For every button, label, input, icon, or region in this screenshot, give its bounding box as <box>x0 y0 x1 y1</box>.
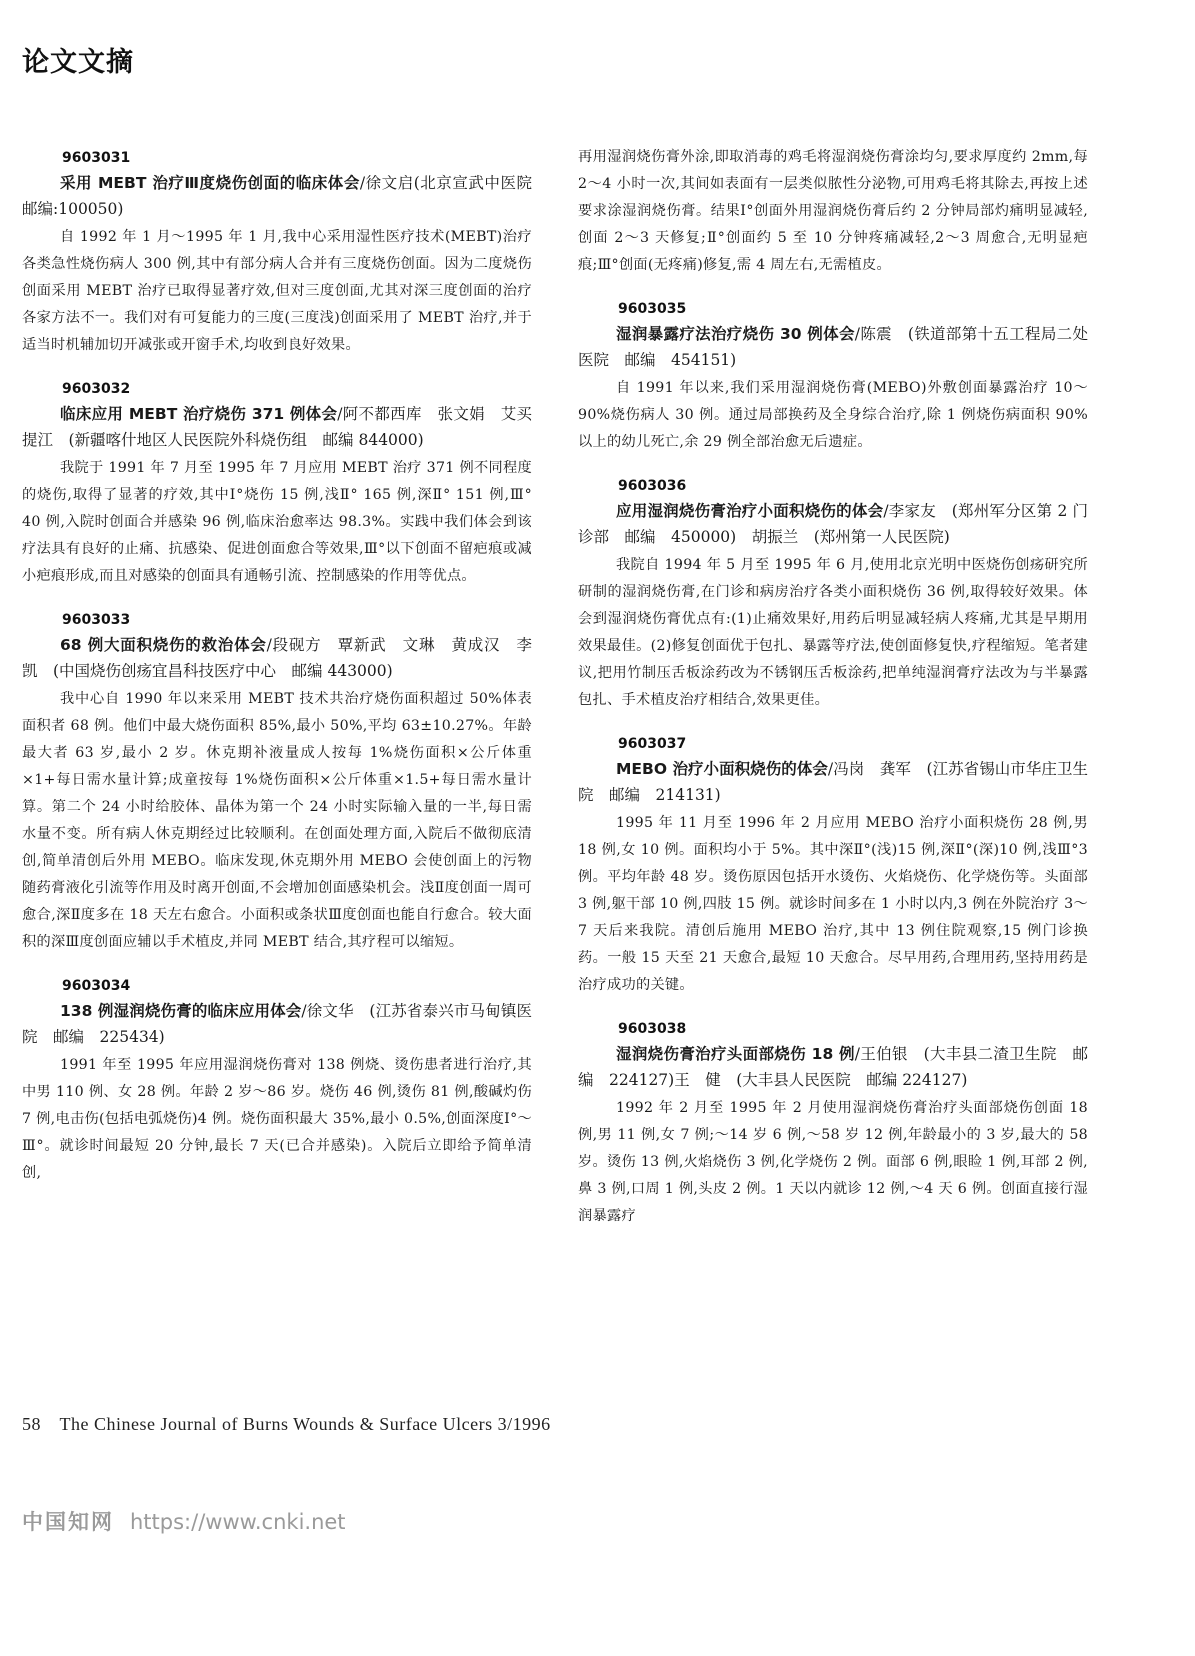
article <box>22 612 548 956</box>
article-body: 我院于 1991 年 7 月至 1995 年 7 月应用 MEBT 治疗 371 例不同程度的烧伤,取得了显著的疗效,其中Ⅰ°烧伤 15 例,浅Ⅱ° 165 例,深Ⅱ° 151 例,Ⅲ° 40 例,入院时创面合并感染 96 例,临床治愈率达 98.3%。实践中我们体会到该疗法具有良好的止痛、抗感染、促进创面愈合等效果,Ⅲ°以下创面不留疤痕或减小疤痕形成,而且对感染的创面具有通畅引流、控制感染的作用等优点。 <box>22 460 532 584</box>
article-id: 9603035 <box>618 301 687 317</box>
watermark-name: 中国知网 <box>22 1510 114 1534</box>
article-title-line <box>578 498 1088 550</box>
article-author: /阿不都西库 张文娟 艾买提江 (新疆喀什地区人民医院外科烧伤组 邮编 844000) <box>22 405 532 449</box>
article-author: /陈震 (铁道部第十五工程局二处医院 邮编 454151) <box>578 325 1088 369</box>
page-footer: 58 The Chinese Journal of Burns Wounds & Surface Ulcers 3/1996 <box>22 1414 551 1434</box>
article-id: 9603031 <box>62 150 131 166</box>
article-body: 再用湿润烧伤膏外涂,即取消毒的鸡毛将湿润烧伤膏涂均匀,要求厚度约 2mm,每 2～4 小时一次,其间如表面有一层类似脓性分泌物,可用鸡毛将其除去,再按上述要求涂湿润烧伤膏。结果Ⅰ°创面外用湿润烧伤膏后约 2 分钟局部灼痛明显减轻,创面 2～3 天修复;Ⅱ°创面约 5 至 10 分钟疼痛减轻,2～3 周愈合,无明显疤痕;Ⅲ°创面(无疼痛)修复,需 4 周左右,无需植皮。 <box>578 149 1088 273</box>
article-title-line <box>578 1041 1088 1093</box>
article-title-line <box>22 632 548 684</box>
article-title: 应用湿润烧伤膏治疗小面积烧伤的体会 <box>616 502 884 520</box>
article-continuation <box>578 144 1088 279</box>
article <box>578 301 1088 456</box>
article-title: 湿润暴露疗法治疗烧伤 30 例体会 <box>616 325 855 343</box>
article-title: 湿润烧伤膏治疗头面部烧伤 18 例 <box>616 1045 855 1063</box>
article-title-line <box>22 170 548 222</box>
article-title-line <box>22 998 532 1050</box>
article-author: /冯岗 龚军 (江苏省锡山市华庄卫生院 邮编 214131) <box>578 760 1088 804</box>
article-author: /徐文华 (江苏省泰兴市马甸镇医院 邮编 225434) <box>22 1002 532 1046</box>
article-author: /徐文启(北京宣武中医院 邮编:100050) <box>22 174 548 218</box>
article-title: 138 例湿润烧伤膏的临床应用体会 <box>60 1002 302 1020</box>
article <box>578 736 1088 999</box>
article-title: 采用 MEBT 治疗Ⅲ度烧伤创面的临床体会 <box>60 174 360 192</box>
article <box>22 150 548 359</box>
article-id: 9603034 <box>62 978 131 994</box>
article-title: MEBO 治疗小面积烧伤的体会 <box>616 760 828 778</box>
article-id: 9603038 <box>618 1021 687 1037</box>
article <box>22 978 532 1187</box>
article-body: 我中心自 1990 年以来采用 MEBT 技术共治疗烧伤面积超过 50%体表面积者 68 例。他们中最大烧伤面积 85%,最小 50%,平均 63±10.27%。年龄最大者 63 岁,最小 2 岁。休克期补液量成人按每 1%烧伤面积×公斤体重×1+每日需水量计算;成童按每 1%烧伤面积×公斤体重×1.5+每日需水量计算。第二个 24 小时给胶体、晶体为第一个 24 小时实际输入量的一半,每日需水量不变。所有病人休克期经过比较顺利。在创面处理方面,入院后不做彻底清创,简单清创后外用 MEBO。临床发现,休克期外用 MEBO 会使创面上的污物随药膏液化引流等作用及时离开创面,不会增加创面感染机会。浅Ⅱ度创面一周可愈合,深Ⅱ度多在 18 天左右愈合。小面积或条状Ⅲ度创面也能自行愈合。较大面积的深Ⅲ度创面应辅以手术植皮,并同 MEBT 结合,其疗程可以缩短。 <box>22 691 532 950</box>
article-id: 9603037 <box>618 736 687 752</box>
article-title-line <box>578 321 1088 373</box>
article-body: 1992 年 2 月至 1995 年 2 月使用湿润烧伤膏治疗头面部烧伤创面 18 例,男 11 例,女 7 例;～14 岁 6 例,～58 岁 12 例,年龄最小的 3 岁,最大的 58 岁。烫伤 13 例,火焰烧伤 3 例,化学烧伤 2 例。面部 6 例,眼睑 1 例,耳部 2 例,鼻 3 例,口周 1 例,头皮 2 例。1 天以内就诊 12 例,～4 天 6 例。创面直接行湿润暴露疗 <box>578 1100 1088 1224</box>
article <box>578 1021 1088 1230</box>
article <box>578 478 1088 714</box>
article-title: 68 例大面积烧伤的救治体会 <box>60 636 267 654</box>
article-title-line <box>578 756 1088 808</box>
article-id: 9603032 <box>62 381 131 397</box>
article-body: 我院自 1994 年 5 月至 1995 年 6 月,使用北京光明中医烧伤创疡研究所研制的湿润烧伤膏,在门诊和病房治疗各类小面积烧伤 36 例,取得较好效果。体会到湿润烧伤膏优点有:(1)止痛效果好,用药后明显减轻病人疼痛,尤其是早期用效果最佳。(2)修复创面优于包扎、暴露等疗法,使创面修复快,疗程缩短。笔者建议,把用竹制压舌板涂药改为不锈钢压舌板涂药,把单纯湿润膏疗法改为与半暴露包扎、手术植皮治疗相结合,效果更佳。 <box>578 557 1088 708</box>
article-author: /李家友 (郑州军分区第 2 门诊部 邮编 450000) 胡振兰 (郑州第一人民医院) <box>578 502 1088 546</box>
article-author: /王伯银 (大丰县二渣卫生院 邮编 224127)王 健 (大丰县人民医院 邮编 224127) <box>578 1045 1088 1089</box>
article-author: /段砚方 覃新武 文琳 黄成汉 李 凯 (中国烧伤创疡宜昌科技医疗中心 邮编 443000) <box>22 636 548 680</box>
right-column <box>578 142 1088 1252</box>
cnki-watermark <box>22 1506 346 1536</box>
article-title: 临床应用 MEBT 治疗烧伤 371 例体会 <box>60 405 338 423</box>
article-body: 自 1991 年以来,我们采用湿润烧伤膏(MEBO)外敷创面暴露治疗 10～90%烧伤病人 30 例。通过局部换药及全身综合治疗,除 1 例烧伤病面积 90%以上的幼儿死亡,余 29 例全部治愈无后遗症。 <box>578 380 1088 450</box>
article-id: 9603033 <box>62 612 131 628</box>
article-body: 自 1992 年 1 月～1995 年 1 月,我中心采用湿性医疗技术(MEBT)治疗各类急性烧伤病人 300 例,其中有部分病人合并有三度烧伤创面。因为二度烧伤创面采用 MEBT 治疗已取得显著疗效,但对三度创面,尤其对深三度创面的治疗各家方法不一。我们对有可复能力的三度(三度浅)创面采用了 MEBT 治疗,并于适当时机辅加切开减张或开窗手术,均收到良好效果。 <box>22 229 532 353</box>
article-title-line <box>22 401 532 453</box>
page-header: 论文文摘 <box>22 47 134 78</box>
left-column <box>22 150 548 1209</box>
watermark-url[interactable]: https://www.cnki.net <box>130 1510 346 1534</box>
article-body: 1995 年 11 月至 1996 年 2 月应用 MEBO 治疗小面积烧伤 28 例,男 18 例,女 10 例。面积均小于 5%。其中深Ⅱ°(浅)15 例,深Ⅱ°(深)10 例,浅Ⅲ°3 例。平均年龄 48 岁。烫伤原因包括开水烫伤、火焰烧伤、化学烧伤等。头面部 3 例,躯干部 10 例,四肢 15 例。就诊时间多在 1 小时以内,3 例在外院治疗 3～7 天后来我院。清创后施用 MEBO 治疗,其中 13 例住院观察,15 例门诊换药。一般 15 天至 21 天愈合,最短 10 天愈合。尽早用药,合理用药,坚持用药是治疗成功的关键。 <box>578 815 1088 993</box>
article <box>22 381 532 590</box>
article-body: 1991 年至 1995 年应用湿润烧伤膏对 138 例烧、烫伤患者进行治疗,其中男 110 例、女 28 例。年龄 2 岁～86 岁。烧伤 46 例,烫伤 81 例,酸碱灼伤 7 例,电击伤(包括电弧烧伤)4 例。烧伤面积最大 35%,最小 0.5%,创面深度Ⅰ°～Ⅲ°。就诊时间最短 20 分钟,最长 7 天(已合并感染)。入院后立即给予简单清创, <box>22 1057 532 1181</box>
article-id: 9603036 <box>618 478 687 494</box>
